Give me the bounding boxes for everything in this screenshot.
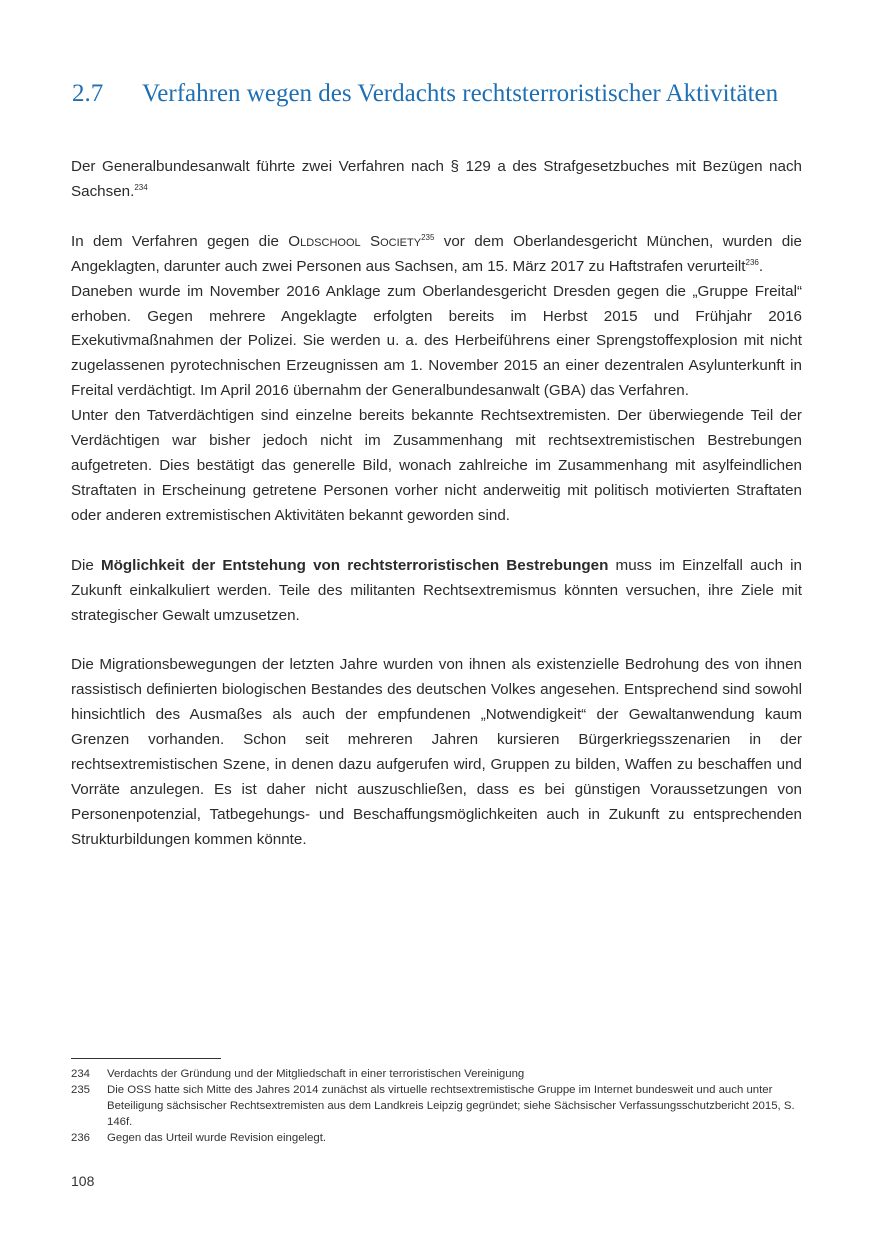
footnote-text: Verdachts der Gründung und der Mitgliedschaft in einer terroristischen Vereinigung	[107, 1068, 525, 1080]
footnote-number: 235	[71, 1084, 91, 1096]
footnote-text: Die OSS hatte sich Mitte des Jahres 2014 zunächst als virtuelle rechtsextremistische Gruppe im Internet bundesweit und auch unter Beteiligung sächsischer Rechtsextremisten aus dem Landkreis Leipzig gegründet; siehe Sächsischer Verfassungsschutzbericht 2015, S. 146f.	[107, 1084, 795, 1128]
paragraph-3: Daneben wurde im November 2016 Anklage zum Oberlandesgericht Dresden gegen die „Gruppe Freital“ erhoben. Gegen mehrere Angeklagte erfolgten bereits im Herbst 2015 und Frühjahr 2016 Exekutivmaßnahmen der Polizei. Sie werden u. a. des Herbeiführens einer Sprengstoffexplosion mit nicht zugelassenen pyrotechnischen Erzeugnissen am 1. November 2015 an einer dezentralen Asylunterkunft in Freital verdächtigt. Im April 2016 übernahm der Generalbundesanwalt (GBA) das Verfahren.	[71, 282, 802, 400]
footnote-number: 236	[71, 1132, 91, 1144]
footnote-divider	[71, 1058, 221, 1059]
footnote-ref-234[interactable]: 234	[134, 182, 148, 192]
emphasis-text: Möglichkeit der Entstehung von rechtsterroristischen Bestrebungen	[100, 556, 609, 574]
section-title: Verfahren wegen des Verdachts rechtsterroristischer Aktivitäten	[142, 80, 779, 107]
page-number: 108	[71, 1173, 95, 1189]
footnote-235	[71, 1082, 802, 1130]
paragraph-5-text-start: Die	[71, 556, 101, 574]
paragraph-5-text-end: muss im Einzelfall auch in Zukunft einkalkuliert werden. Teile des militanten Rechtsextremismus könnten versuchen, ihre Ziele mit strategischer Gewalt umzusetzen.	[71, 556, 802, 624]
footnote-234	[71, 1066, 802, 1082]
paragraph-2-text-end: .	[758, 257, 764, 275]
footnote-number: 234	[71, 1068, 91, 1080]
paragraph-1-text: Der Generalbundesanwalt führte zwei Verfahren nach § 129 a des Strafgesetzbuches mit Bezügen nach Sachsen.	[71, 158, 802, 200]
footnote-text: Gegen das Urteil wurde Revision eingelegt.	[107, 1132, 327, 1144]
paragraph-2-text-start: In dem Verfahren gegen die	[71, 232, 289, 250]
body-text	[71, 155, 802, 853]
footnote-236	[71, 1130, 802, 1146]
paragraph-2-text-middle: vor dem Oberlandesgericht München, wurden die Angeklagten, darunter auch zwei Personen aus Sachsen, am 15. März 2017 zu Haftstrafen verurteilt	[71, 232, 803, 275]
organization-name: Oldschool Society	[288, 232, 422, 250]
paragraph-6: Die Migrationsbewegungen der letzten Jahre wurden von ihnen als existenzielle Bedrohung des von ihnen rassistisch definierten biologischen Bestandes des deutschen Volkes angesehen. Entsprechend sind sowohl hinsichtlich des Ausmaßes als auch der empfundenen „Notwendigkeit“ der Gewaltanwendung kaum Grenzen vorhanden. Schon seit mehreren Jahren kursieren Bürgerkriegsszenarien in der rechtsextremistischen Szene, in denen dazu aufgerufen wird, Gruppen zu bilden, Waffen zu beschaffen und Vorräte anzulegen. Es ist daher nicht auszuschließen, dass es bei günstigen Voraussetzungen von Personenpotenzial, Tatbegehungs- und Beschaffungsmöglichkeiten auch in Zukunft zu entsprechenden Strukturbildungen kommen könnte.	[71, 656, 802, 848]
footnote-ref-236[interactable]: 236	[745, 257, 759, 267]
footnote-ref-235[interactable]: 235	[421, 232, 435, 242]
paragraph-1	[71, 155, 802, 205]
paragraph-5	[71, 554, 802, 629]
section-number: 2.7	[72, 80, 104, 107]
paragraph-4: Unter den Tatverdächtigen sind einzelne bereits bekannte Rechtsextremisten. Der überwiegende Teil der Verdächtigen war bisher jedoch nicht im Zusammenhang mit rechtsextremistischen Bestrebungen aufgetreten. Dies bestätigt das generelle Bild, wonach zahlreiche im Zusammenhang mit asylfeindlichen Straftaten in Erscheinung getretene Personen vorher nicht anderweitig mit politisch motivierten Straftaten oder anderen extremistischen Aktivitäten bekannt geworden sind.	[71, 407, 802, 524]
paragraph-2	[71, 230, 802, 280]
footnotes	[71, 1066, 802, 1146]
